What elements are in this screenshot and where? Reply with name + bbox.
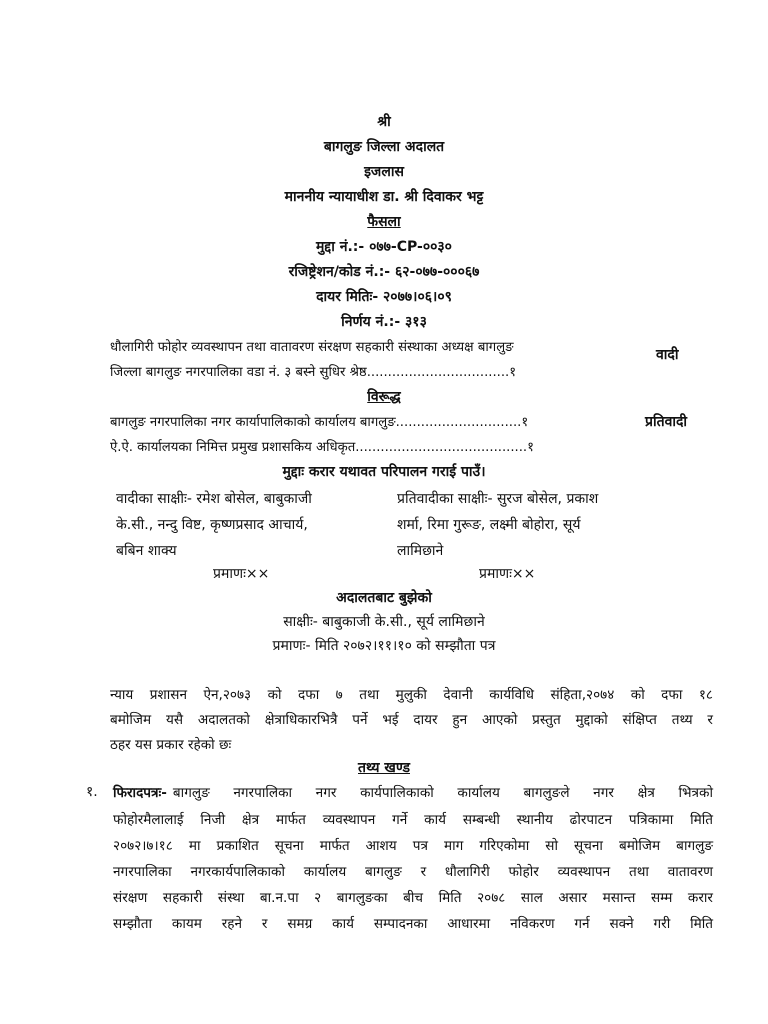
plaintiff-witnesses <box>116 486 312 564</box>
defendant-line-2: ऐ.ऐ. कार्यालयका निमित्त प्रमुख प्रशासकिय अधिकृत.........................................१ <box>110 440 534 455</box>
plaintiff-witness-line: बबिन शाक्य <box>116 543 177 559</box>
fact1-first-line <box>113 782 713 801</box>
defendant-witness-line: लामिछाने <box>397 543 444 559</box>
intro-line: न्याय प्रशासन ऐन,२०७३ को दफा ७ तथा मुलुकी देवानी कार्यविधि संहिता,२०७४ को दफा १८ <box>110 687 713 703</box>
court-inquiry-heading: अदालतबाट बुझेको <box>336 590 432 606</box>
plaintiff-role: वादी <box>656 347 679 363</box>
defendant-proof: प्रमाणः×× <box>479 566 536 582</box>
defendant-line-1: बागलुङ नगरपालिका नगर कार्यापालिकाको कार्यालय बागलुङ..............................१ <box>110 415 529 430</box>
plaintiff-line-2: जिल्ला बागलुङ नगरपालिका वडा नं. ३ बस्ने सुधिर श्रेष्ठ..................................१ <box>110 365 517 380</box>
fact-label: फिरादपत्रः- <box>113 785 167 801</box>
fact1-line: बागलुङ नगरपालिका नगर कार्यपालिकाको कार्यालय बागलुङले नगर क्षेत्र भित्रको <box>172 785 713 801</box>
ijlas: इजलास <box>364 164 404 180</box>
fact1-line: २०७२।७।१८ मा प्रकाशित सूचना मार्फत आशय पत्र माग गरिएकोमा सो सूचना बमोजिम बागलुङ <box>113 838 713 854</box>
filing-date: दायर मितिः- २०७७।०६।०९ <box>316 289 452 305</box>
registration-code: रजिष्ट्रेशन/कोड नं.:- ६२-०७७-०००६७ <box>288 264 480 280</box>
defendant-witness-line: प्रतिवादीका साक्षीः- सुरज बोसेल, प्रकाश <box>397 491 599 507</box>
plaintiff-witness-line: वादीका साक्षीः- रमेश बोसेल, बाबुकाजी <box>116 491 312 507</box>
defendant-witnesses <box>397 486 598 564</box>
judge-name: माननीय न्यायाधीश डा. श्री दिवाकर भट्ट <box>284 189 484 205</box>
defendant-role: प्रतिवादी <box>645 414 688 430</box>
case-subject: मुद्दाः करार यथावत परिपालन गराई पाउँ। <box>282 464 486 480</box>
fact1-line: सम्झौता कायम रहने र समग्र कार्य सम्पादनका आधारमा नविकरण गर्न सक्ने गरी मिति <box>113 916 713 932</box>
fact1-line: फोहोरमैलालाई निजी क्षेत्र मार्फत व्यवस्थापन गर्ने कार्य सम्बन्धी स्थानीय ढोरपाटन पत्रिकामा मिति <box>113 812 713 828</box>
facts-heading: तथ्य खण्ड <box>358 760 410 776</box>
versus-heading: विरूद्ध <box>367 389 401 405</box>
intro-line: ठहर यस प्रकार रहेको छः <box>110 737 232 753</box>
fact-number: १. <box>86 784 98 800</box>
header-shree: श्री <box>377 114 391 130</box>
fact1-line: संरक्षण सहकारी संस्था बा.न.पा २ बागलुङका बीच मिति २०७८ साल असार मसान्त सम्म करार <box>113 890 713 906</box>
fact1-body <box>113 807 713 937</box>
defendant-witness-line: शर्मा, रिमा गुरूङ, लक्ष्मी बोहोरा, सूर्य <box>397 517 581 533</box>
fact1-line: नगरपालिका नगरकार्यपालिकाको कार्यालय बागलुङ र धौलागिरी फोहोर व्यवस्थापन तथा वातावरण <box>113 864 713 880</box>
court-inquiry-proof: प्रमाणः- मिति २०७२।११।१० को सम्झौता पत्र <box>272 638 496 654</box>
intro-line: बमोजिम यसै अदालतको क्षेत्राधिकारभित्रै पर्ने भई दायर हुन आएको प्रस्तुत मुद्दाको संक्षिप्त तथ्य र <box>110 712 713 728</box>
plaintiff-proof: प्रमाणः×× <box>213 566 270 582</box>
court-name: बागलुङ जिल्ला अदालत <box>323 139 445 155</box>
case-number: मुद्दा नं.:- ०७७-CP-००३० <box>316 239 452 255</box>
court-inquiry-witness: साक्षीः- बाबुकाजी के.सी., सूर्य लामिछाने <box>283 614 485 630</box>
faisala-heading: फैसला <box>367 214 401 230</box>
plaintiff-line-1: धौलागिरी फोहोर व्यवस्थापन तथा वातावरण संरक्षण सहकारी संस्थाका अध्यक्ष बागलुङ <box>110 340 514 355</box>
decision-number: निर्णय नं.:- ३१३ <box>341 314 427 330</box>
intro-paragraph <box>110 683 713 758</box>
plaintiff-witness-line: के.सी., नन्दु विष्ट, कृष्णप्रसाद आचार्य, <box>116 517 308 533</box>
